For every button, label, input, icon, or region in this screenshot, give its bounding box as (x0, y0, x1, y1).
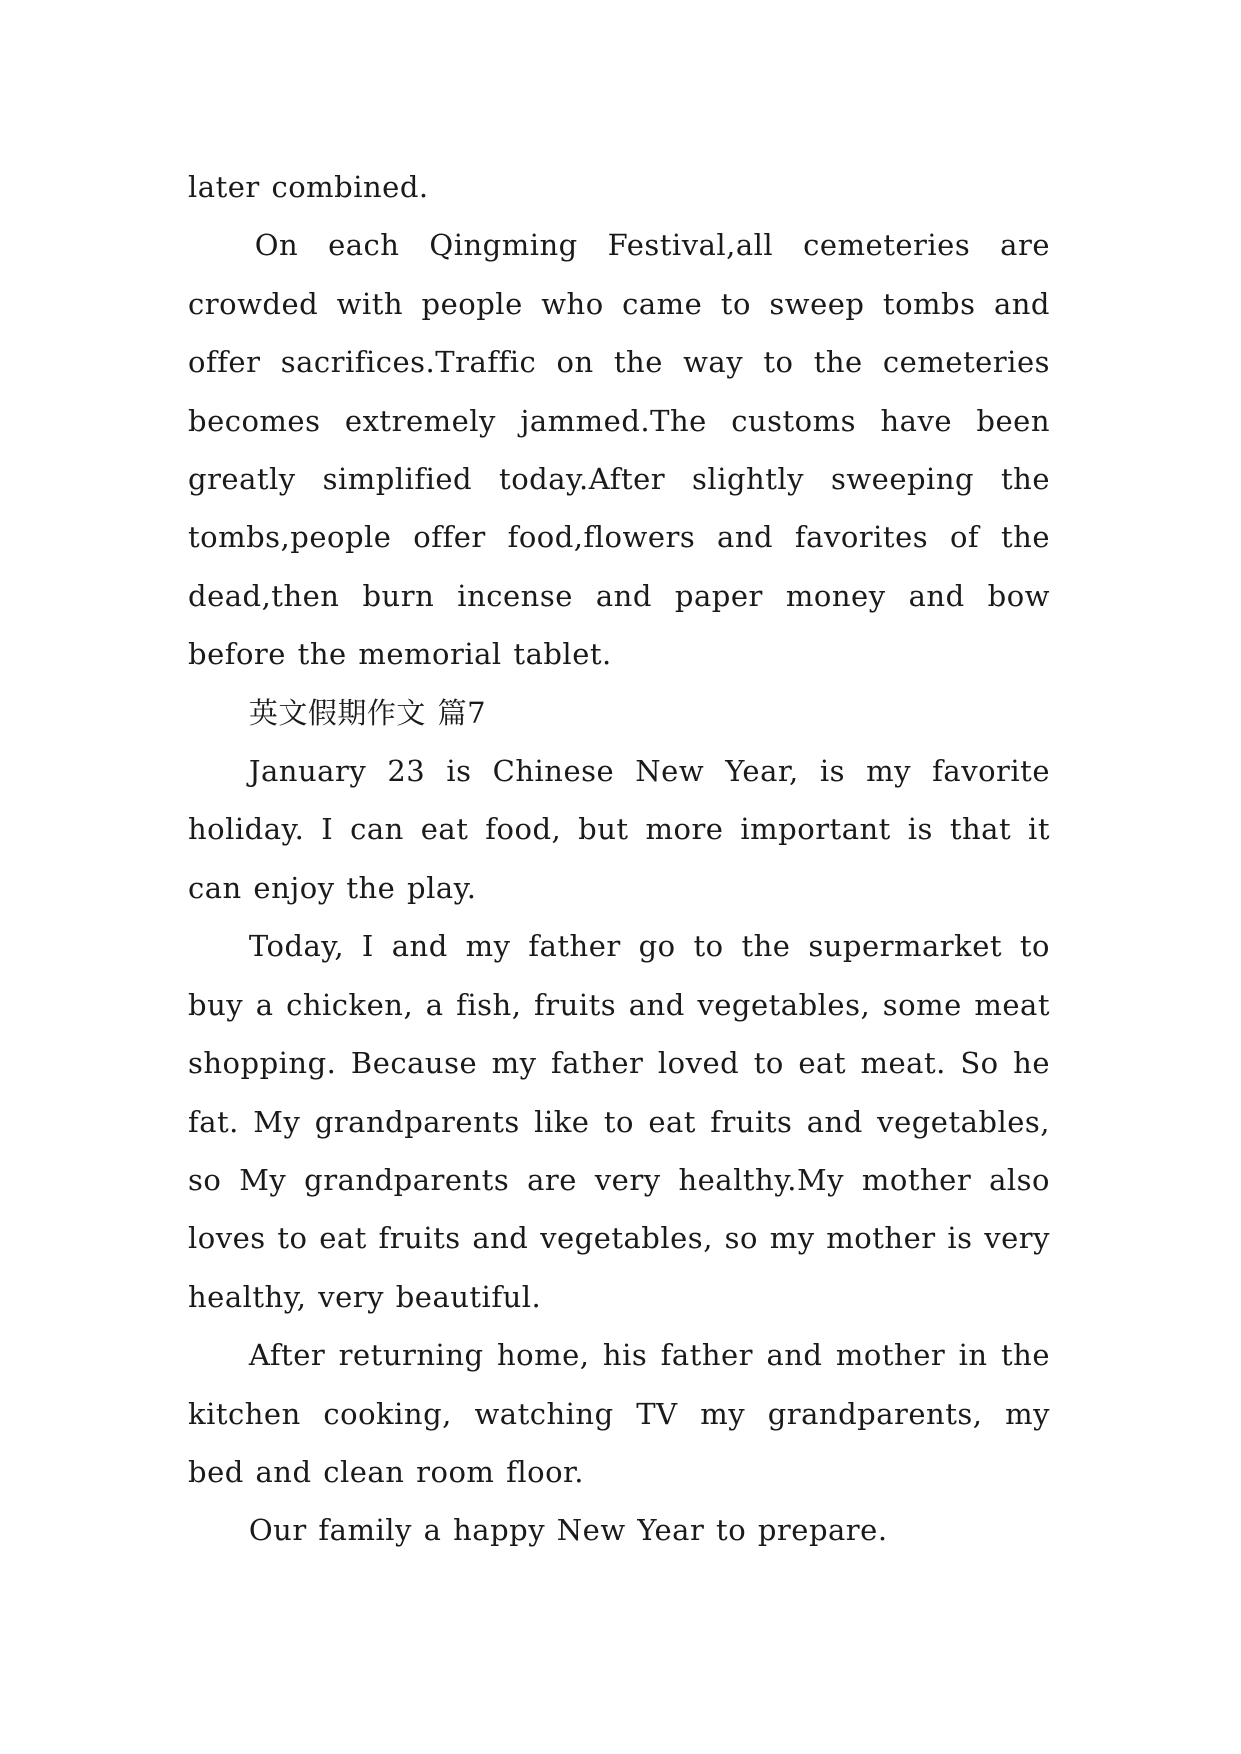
paragraph-continuation: later combined. (188, 170, 429, 204)
paragraph-after-returning: After returning home, his father and mother in the kitchen cooking, watching TV my grandparents, my bed and clean room floor. (188, 1338, 1050, 1489)
section-heading: 英文假期作文 篇7 (248, 695, 487, 730)
paragraph-shopping: Today, I and my father go to the supermarket to buy a chicken, a fish, fruits and vegetables, some meat shopping. Because my father loved to eat meat. So he fat. My grandparents like to eat fruits and vegetables, so My grandparents are very healthy.My mother also loves to eat fruits and vegetables, so my mother is very healthy, very beautiful. (188, 929, 1050, 1314)
paragraph-closing: Our family a happy New Year to prepare. (248, 1513, 888, 1548)
paragraph-qingming: On each Qingming Festival,all cemeteries are crowded with people who came to sweep tombs and offer sacrifices.Traffic on the way to the cemeteries becomes extremely jammed.The customs have been greatly simplified today.After slightly sweeping the tombs,people offer food,flowers and favorites of the dead,then burn incense and paper money and bow before the memorial tablet. (188, 228, 1050, 672)
paragraph-new-year-intro: January 23 is Chinese New Year, is my favorite holiday. I can eat food, but more important is that it can enjoy the play. (188, 754, 1050, 905)
document-body (188, 158, 1050, 1560)
